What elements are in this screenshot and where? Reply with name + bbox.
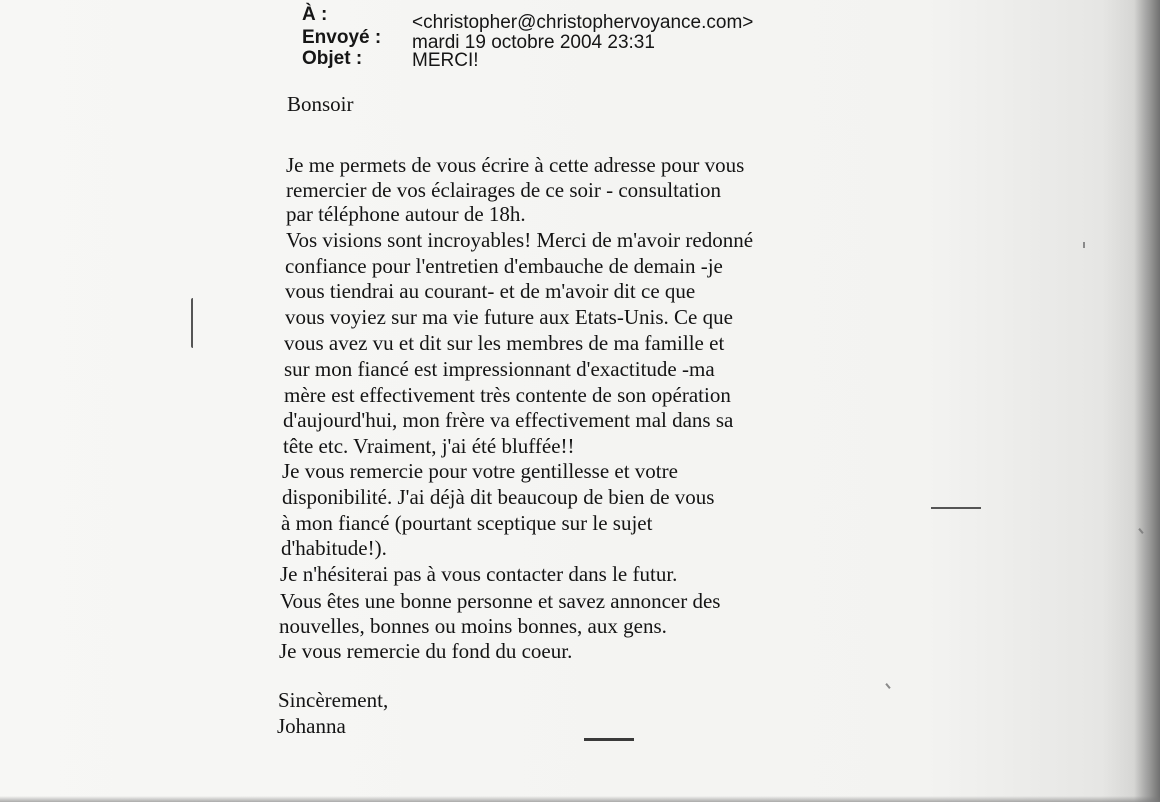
- body-line: Vous êtes une bonne personne et savez annoncer des: [280, 589, 721, 613]
- body-line: Je n'hésiterai pas à vous contacter dans le futur.: [280, 562, 678, 586]
- closing: Sincèrement,: [278, 688, 389, 712]
- body-line: à mon fiancé (pourtant sceptique sur le sujet: [281, 511, 653, 535]
- body-line: remercier de vos éclairages de ce soir - consultation: [286, 178, 721, 202]
- margin-dash-mark: [931, 507, 981, 509]
- body-line: vous avez vu et dit sur les membres de ma famille et: [284, 331, 725, 355]
- sent-label: Envoyé :: [302, 27, 382, 48]
- body-line: nouvelles, bonnes ou moins bonnes, aux gens.: [279, 614, 667, 638]
- body-line: mère est effectivement très contente de son opération: [284, 383, 731, 407]
- to-label: À :: [302, 4, 328, 25]
- body-line: Je vous remercie du fond du coeur.: [279, 639, 573, 663]
- scan-speck: [885, 683, 890, 689]
- body-line: tête etc. Vraiment, j'ai été bluffée!!: [283, 434, 575, 458]
- page-bottom-shadow: [0, 796, 1160, 802]
- sent-value: mardi 19 octobre 2004 23:31: [412, 32, 655, 53]
- body-line: par téléphone autour de 18h.: [286, 202, 526, 226]
- body-line: disponibilité. J'ai déjà dit beaucoup de bien de vous: [282, 485, 715, 509]
- bottom-dash-mark: [584, 738, 634, 741]
- signature: Johanna: [277, 714, 346, 738]
- body-line: confiance pour l'entretien d'embauche de demain -je: [285, 254, 723, 278]
- greeting: Bonsoir: [287, 92, 354, 116]
- body-line: d'habitude!).: [281, 536, 387, 560]
- body-line: vous tiendrai au courant- et de m'avoir dit ce que: [285, 279, 696, 303]
- margin-bracket-mark: [191, 298, 197, 348]
- body-line: Je me permets de vous écrire à cette adresse pour vous: [286, 153, 745, 177]
- subject-label: Objet :: [302, 48, 363, 69]
- body-line: sur mon fiancé est impressionnant d'exactitude -ma: [284, 357, 715, 381]
- page-edge-shadow: [1134, 0, 1160, 802]
- scan-speck: [1083, 242, 1085, 248]
- body-line: Je vous remercie pour votre gentillesse et votre: [282, 459, 678, 483]
- subject-value: MERCI!: [412, 50, 479, 71]
- body-line: vous voyiez sur ma vie future aux Etats-Unis. Ce que: [285, 305, 733, 329]
- body-line: Vos visions sont incroyables! Merci de m'avoir redonné: [286, 228, 754, 252]
- to-value: <christopher@christophervoyance.com>: [412, 12, 754, 33]
- body-line: d'aujourd'hui, mon frère va effectivement mal dans sa: [283, 408, 734, 432]
